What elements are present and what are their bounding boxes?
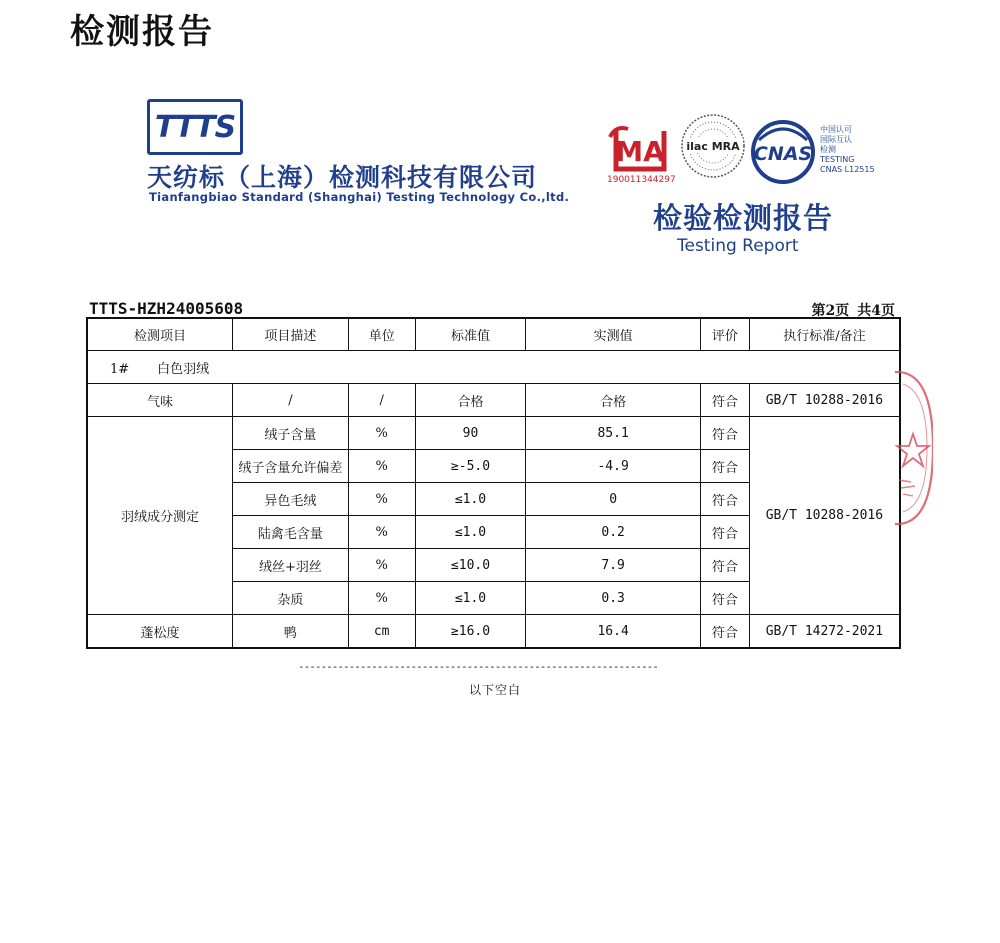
sample-name: 白色羽绒 (157, 361, 210, 377)
cnas-side-line: 国际互认 (820, 135, 852, 144)
page-number: 第2页 (811, 303, 850, 319)
sample-id: 1# (110, 361, 130, 377)
desc-cell: 绒丝+羽丝 (233, 549, 349, 582)
cnas-side-text (820, 125, 875, 175)
header-cell: 检测项目 (87, 318, 233, 351)
header-cell: 标准值 (415, 318, 526, 351)
eval-cell: 符合 (700, 615, 749, 649)
table-row (87, 615, 900, 649)
cma-logo (608, 123, 672, 177)
report-title-cn: 检验检测报告 (653, 201, 834, 235)
company-name-en: Tianfangbiao Standard (Shanghai) Testing Technology Co.,ltd. (149, 190, 570, 204)
measured-cell: 16.4 (526, 615, 701, 649)
measured-cell: 0.2 (526, 516, 701, 549)
header-cell: 项目描述 (233, 318, 349, 351)
measured-cell: 合格 (526, 384, 701, 417)
unit-cell: % (348, 516, 415, 549)
unit-cell: / (348, 384, 415, 417)
unit-cell: % (348, 417, 415, 450)
blank-below-note: 以下空白 (469, 683, 522, 697)
seal-stamp (893, 362, 933, 534)
report-title-en: Testing Report (677, 236, 799, 256)
cma-number: 190011344297 (607, 175, 676, 185)
unit-cell: % (348, 549, 415, 582)
standard-cell: ≤1.0 (415, 582, 526, 615)
desc-cell: 绒子含量允许偏差 (233, 450, 349, 483)
unit-cell: % (348, 483, 415, 516)
company-name-cn: 天纺标（上海）检测科技有限公司 (147, 163, 538, 192)
eval-cell: 符合 (700, 582, 749, 615)
desc-cell: 鸭 (233, 615, 349, 649)
eval-cell: 符合 (700, 450, 749, 483)
header-cell: 评价 (700, 318, 749, 351)
cnas-side-line: TESTING (820, 155, 855, 164)
desc-cell: 杂质 (233, 582, 349, 615)
sample-cell (87, 351, 900, 384)
cma-logo-text: MA (615, 135, 665, 168)
ilac-logo-text: ilac MRA (686, 140, 740, 153)
desc-cell: 绒子含量 (233, 417, 349, 450)
cnas-logo (749, 120, 817, 184)
ttts-logo-text: TTTS (154, 109, 236, 145)
unit-cell: % (348, 450, 415, 483)
sample-row (87, 351, 900, 384)
eval-cell: 符合 (700, 384, 749, 417)
standard-cell: 合格 (415, 384, 526, 417)
standard-cell: ≥16.0 (415, 615, 526, 649)
table-row (87, 417, 900, 450)
end-separator: ---------------------------------------------------------------- (298, 660, 658, 673)
remark-cell: GB/T 10288-2016 (749, 384, 900, 417)
remark-cell: GB/T 14272-2021 (749, 615, 900, 649)
cnas-side-line: 中国认可 (820, 125, 852, 134)
header-cell: 执行标准/备注 (749, 318, 900, 351)
eval-cell: 符合 (700, 516, 749, 549)
desc-cell: 陆禽毛含量 (233, 516, 349, 549)
header-cell: 实测值 (526, 318, 701, 351)
unit-cell: cm (348, 615, 415, 649)
unit-cell: % (348, 582, 415, 615)
desc-cell: / (233, 384, 349, 417)
page-title: 检测报告 (70, 12, 214, 52)
measured-cell: 85.1 (526, 417, 701, 450)
item-cell: 羽绒成分测定 (87, 417, 233, 615)
cnas-side-line: 检测 (820, 145, 836, 154)
standard-cell: 90 (415, 417, 526, 450)
measured-cell: -4.9 (526, 450, 701, 483)
eval-cell: 符合 (700, 483, 749, 516)
desc-cell: 异色毛绒 (233, 483, 349, 516)
standard-cell: ≤1.0 (415, 483, 526, 516)
item-cell: 气味 (87, 384, 233, 417)
table-header-row (87, 318, 900, 351)
eval-cell: 符合 (700, 417, 749, 450)
standard-cell: ≤10.0 (415, 549, 526, 582)
page-total: 共4页 (857, 303, 895, 319)
ttts-logo (147, 99, 243, 155)
header-cell: 单位 (348, 318, 415, 351)
table-row (87, 384, 900, 417)
standard-cell: ≥-5.0 (415, 450, 526, 483)
results-table (86, 317, 901, 649)
report-number: TTTS-HZH24005608 (89, 299, 244, 318)
measured-cell: 0 (526, 483, 701, 516)
standard-cell: ≤1.0 (415, 516, 526, 549)
remark-cell: GB/T 10288-2016 (749, 417, 900, 615)
measured-cell: 7.9 (526, 549, 701, 582)
cnas-side-line: CNAS L12515 (820, 165, 875, 174)
item-cell: 蓬松度 (87, 615, 233, 649)
cnas-logo-text: CNAS (753, 143, 813, 165)
eval-cell: 符合 (700, 549, 749, 582)
ilac-mra-logo (680, 110, 746, 182)
measured-cell: 0.3 (526, 582, 701, 615)
